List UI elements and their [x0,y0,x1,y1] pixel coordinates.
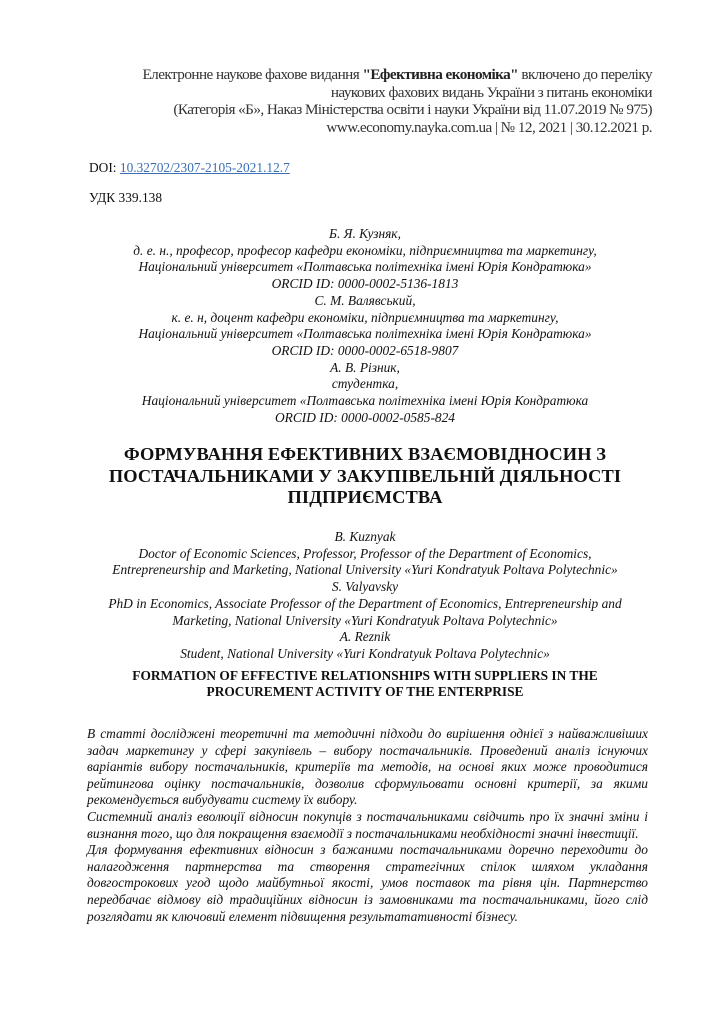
author-1-affiliation-en: Entrepreneurship and Marketing, National University «Yuri Kondratyuk Poltava Polytechnic» [112,562,618,578]
authors-ukrainian [80,226,650,426]
journal-header-suffix: включено до переліку [518,66,652,83]
author-2-position-ua: к. е. н, доцент кафедри економіки, підприємництва та маркетингу, [171,309,559,325]
title-ua-line-1: ФОРМУВАННЯ ЕФЕКТИВНИХ ВЗАЄМОВІДНОСИН З [123,444,607,464]
author-2-affiliation-ua: Національний університет «Полтавська політехніка імені Юрія Кондратюка» [138,326,592,342]
author-3-name-ua: А. В. Різник, [330,359,400,375]
abstract [87,726,648,925]
abstract-paragraph-1: В статті досліджені теоретичні та методичні підходи до вирішення однієї з найважливіших задач маркетингу у сфері закупівель – вибору постачальників. Проведений аналіз існуючих варіантів вибору постачальників, критеріїв та методів, на основі яких може проводитися рейтингова оцінку постачальників, дозволив сформульовати основні критерії, за якими рекомендується вибудувати систему їх вибору. [87,726,648,808]
doi-link[interactable]: 10.32702/2307-2105-2021.12.7 [119,160,290,175]
author-3-affiliation-ua: Національний університет «Полтавська політехніка імені Юрія Кондратюка [141,393,589,409]
author-2-name-en: S. Valyavsky [331,579,399,595]
doi [89,160,290,176]
title-en-line-2: PROCUREMENT ACTIVITY OF THE ENTERPRISE [206,684,524,700]
title-en-line-1: FORMATION OF EFFECTIVE RELATIONSHIPS WITH SUPPLIERS IN THE [132,668,598,683]
article-title-english [80,668,650,700]
author-2-name-ua: С. М. Валявський, [314,292,416,308]
author-1-affiliation-ua: Національний університет «Полтавська політехніка імені Юрія Кондратюка» [138,259,592,275]
author-1-name-en: B. Kuznyak [334,529,396,544]
author-3-position-en: Student, National University «Yuri Kondratyuk Poltava Polytechnic» [180,645,550,661]
journal-header-line-4: www.economy.nayka.com.ua | № 12, 2021 | 30.12.2021 р. [326,118,652,136]
author-2-orcid: ORCID ID: 0000-0002-6518-9807 [271,342,459,358]
doi-label: DOI: [89,160,120,175]
author-2-affiliation-en: Marketing, National University «Yuri Kondratyuk Poltava Polytechnic» [172,612,558,628]
journal-header [60,66,652,136]
author-3-orcid: ORCID ID: 0000-0002-0585-824 [274,409,455,425]
title-ua-line-2: ПОСТАЧАЛЬНИКАМИ У ЗАКУПІВЕЛЬНІЙ ДІЯЛЬНОСТІ [108,465,622,486]
journal-header-line-2: наукових фахових видань України з питань економіки [330,83,652,101]
title-ua-line-3: ПІДПРИЄМСТВА [287,487,443,507]
author-1-name-ua: Б. Я. Кузняк, [329,226,401,241]
author-3-name-en: A. Reznik [339,629,391,645]
journal-header-line-3: (Категорія «Б», Наказ Міністерства освіти і науки України від 11.07.2019 № 975) [173,101,652,119]
journal-name: "Ефективна економіка" [362,66,519,83]
author-1-orcid: ORCID ID: 0000-0002-5136-1813 [271,276,459,292]
udc-code: УДК 339.138 [89,190,163,205]
author-3-position-ua: студентка, [331,376,399,392]
journal-header-prefix: Електронне наукове фахове видання [142,66,363,83]
author-1-position-en: Doctor of Economic Sciences, Professor, Professor of the Department of Economics, [138,545,592,561]
abstract-paragraph-3: Для формування ефективних відносин з бажаними постачальниками доречно переходити до налагодження партнерства та створення стратегічних спілок шляхом укладання довгострокових угод щодо майбутньої якості, умов поставок та рівня цін. Партнерство передбачає відмову від традиційних відносин із замовниками та постачальниками, його слід розглядати як ключовий елемент підвищення результатативності бізнесу. [87,842,648,924]
author-1-position-ua: д. е. н., професор, професор кафедри економіки, підприємництва та маркетингу, [133,242,597,258]
journal-header-line-1 [60,66,652,84]
author-2-position-en: PhD in Economics, Associate Professor of the Department of Economics, Entrepreneurship and [108,595,622,611]
authors-english [80,529,650,663]
abstract-paragraph-2: Системний аналіз еволюції відносин покупців з постачальниками свідчить про їх значні зміни і визнання того, що для покращення взаємодії з постачальниками необхідності значні інвестиції. [87,808,648,841]
article-title-ukrainian [80,444,650,509]
